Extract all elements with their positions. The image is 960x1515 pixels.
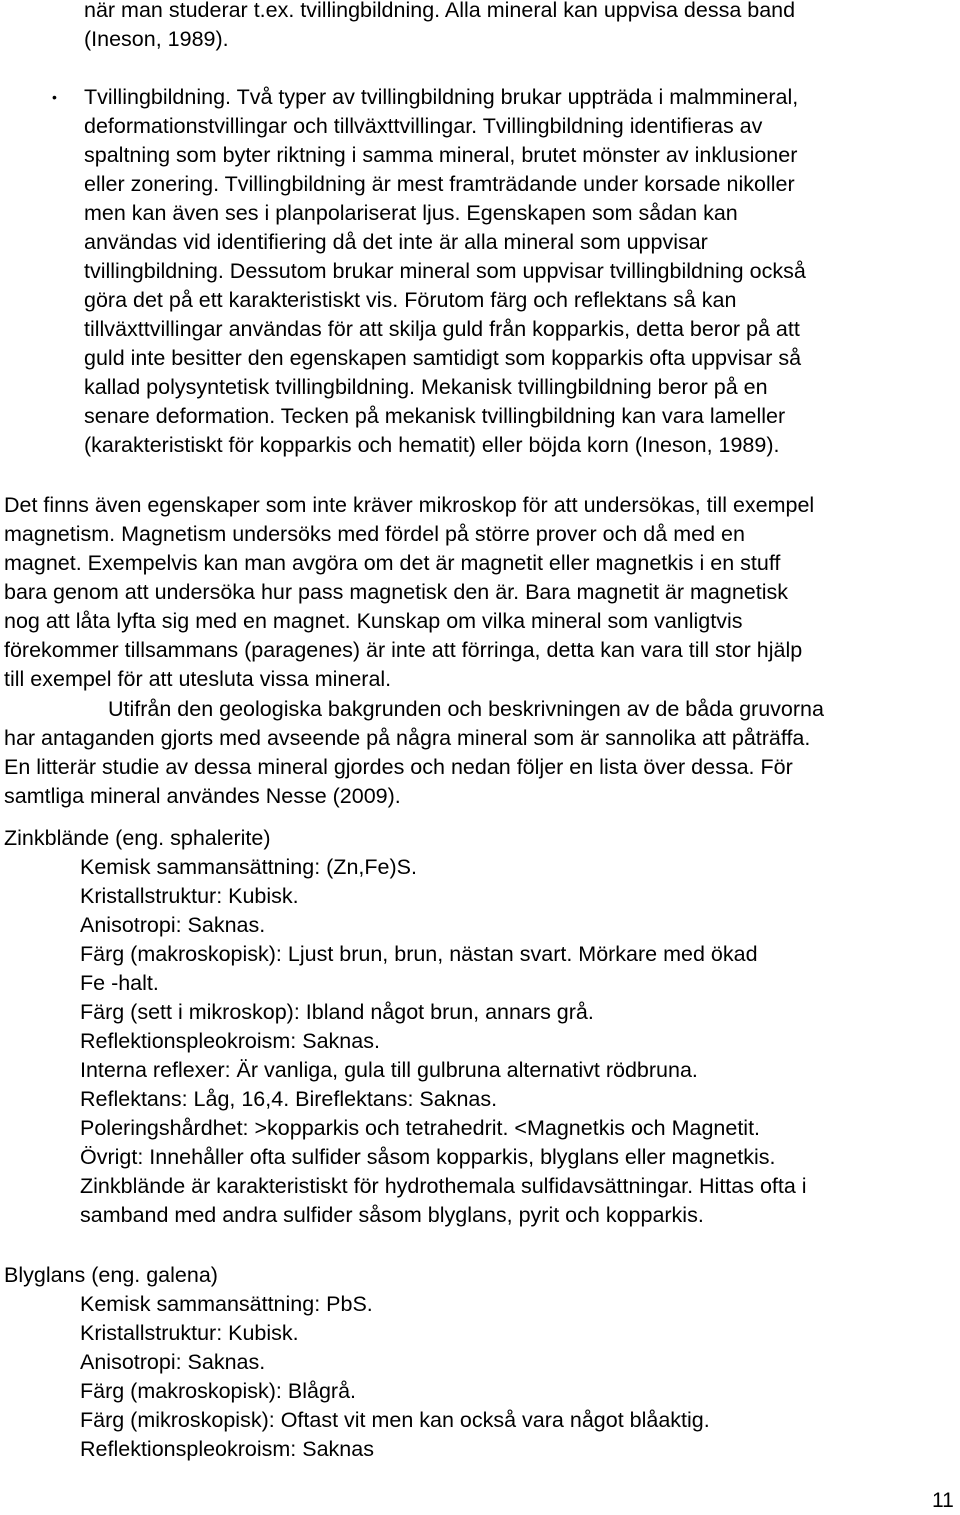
property-line: Kristallstruktur: Kubisk. [80,884,299,908]
text-line: göra det på ett karakteristiskt vis. Förutom färg och reflektans så kan [84,288,737,312]
property-line: Reflektionspleokroism: Saknas [80,1437,374,1461]
mineral-heading: Blyglans (eng. galena) [4,1263,218,1287]
text-line: har antaganden gjorts med avseende på några mineral som är sannolika att påträffa. [4,726,811,750]
property-line: Interna reflexer: Är vanliga, gula till gulbruna alternativt rödbruna. [80,1058,698,1082]
text-line: nog att låta lyfta sig med en magnet. Kunskap om vilka mineral som vanligtvis [4,609,743,633]
text-line: bara genom att undersöka hur pass magnetisk den är. Bara magnetit är magnetisk [4,580,788,604]
text-line: senare deformation. Tecken på mekanisk tvillingbildning kan vara lameller [84,404,786,428]
text-line: tvillingbildning. Dessutom brukar mineral som uppvisar tvillingbildning också [84,259,806,283]
text-line: till exempel för att utesluta vissa mineral. [4,667,392,691]
mineral-heading: Zinkblände (eng. sphalerite) [4,826,271,850]
text-line: användas vid identifiering då det inte är alla mineral som uppvisar [84,230,708,254]
text-line: när man studerar t.ex. tvillingbildning. Alla mineral kan uppvisa dessa band [84,0,796,22]
property-line: Kemisk sammansättning: (Zn,Fe)S. [80,855,417,879]
text-line: magnet. Exempelvis kan man avgöra om det är magnetit eller magnetkis i en stuff [4,551,781,575]
property-line: Fe -halt. [80,971,159,995]
text-line: En litterär studie av dessa mineral gjordes och nedan följer en lista över dessa. För [4,755,793,779]
text-line: guld inte besitter den egenskapen samtidigt som kopparkis ofta uppvisar så [84,346,802,370]
text-line: Tvillingbildning. Två typer av tvillingbildning brukar uppträda i malmmineral, [84,85,799,109]
property-line: Kemisk sammansättning: PbS. [80,1292,373,1316]
text-line: tillväxttvillingar användas för att skilja guld från kopparkis, detta beror på att [84,317,800,341]
property-line: Färg (sett i mikroskop): Ibland något brun, annars grå. [80,1000,594,1024]
text-line: spaltning som byter riktning i samma mineral, brutet mönster av inklusioner [84,143,798,167]
property-line: Poleringshårdhet: >kopparkis och tetrahedrit. <Magnetkis och Magnetit. [80,1116,761,1140]
text-line: magnetism. Magnetism undersöks med fördel på större prover och då med en [4,522,745,546]
property-line: Övrigt: Innehåller ofta sulfider såsom kopparkis, blyglans eller magnetkis. [80,1145,776,1169]
property-line: Kristallstruktur: Kubisk. [80,1321,299,1345]
text-line: eller zonering. Tvillingbildning är mest framträdande under korsade nikoller [84,172,795,196]
text-line: (karakteristiskt för kopparkis och hematit) eller böjda korn (Ineson, 1989). [84,433,780,457]
text-line: Utifrån den geologiska bakgrunden och beskrivningen av de båda gruvorna [108,697,824,721]
property-line: Färg (mikroskopisk): Oftast vit men kan också vara något blåaktig. [80,1408,710,1432]
bullet-icon: • [52,89,57,105]
text-line: deformationstvillingar och tillväxttvillingar. Tvillingbildning identifieras av [84,114,763,138]
text-line: Det finns även egenskaper som inte kräver mikroskop för att undersökas, till exempel [4,493,815,517]
property-line: Färg (makroskopisk): Blågrå. [80,1379,356,1403]
property-line: Färg (makroskopisk): Ljust brun, brun, nästan svart. Mörkare med ökad [80,942,758,966]
text-line: samtliga mineral användes Nesse (2009). [4,784,401,808]
page-number: 11 [932,1489,954,1512]
text-line: kallad polysyntetisk tvillingbildning. Mekanisk tvillingbildning beror på en [84,375,768,399]
property-line: Reflektionspleokroism: Saknas. [80,1029,380,1053]
property-line: samband med andra sulfider såsom blyglans, pyrit och kopparkis. [80,1203,704,1227]
property-line: Zinkblände är karakteristiskt för hydrothemala sulfidavsättningar. Hittas ofta i [80,1174,807,1198]
property-line: Reflektans: Låg, 16,4. Bireflektans: Saknas. [80,1087,498,1111]
text-line: (Ineson, 1989). [84,27,229,51]
property-line: Anisotropi: Saknas. [80,1350,266,1374]
text-line: förekommer tillsammans (paragenes) är inte att förringa, detta kan vara till stor hjälp [4,638,803,662]
property-line: Anisotropi: Saknas. [80,913,266,937]
text-line: men kan även ses i planpolariserat ljus. Egenskapen som sådan kan [84,201,738,225]
